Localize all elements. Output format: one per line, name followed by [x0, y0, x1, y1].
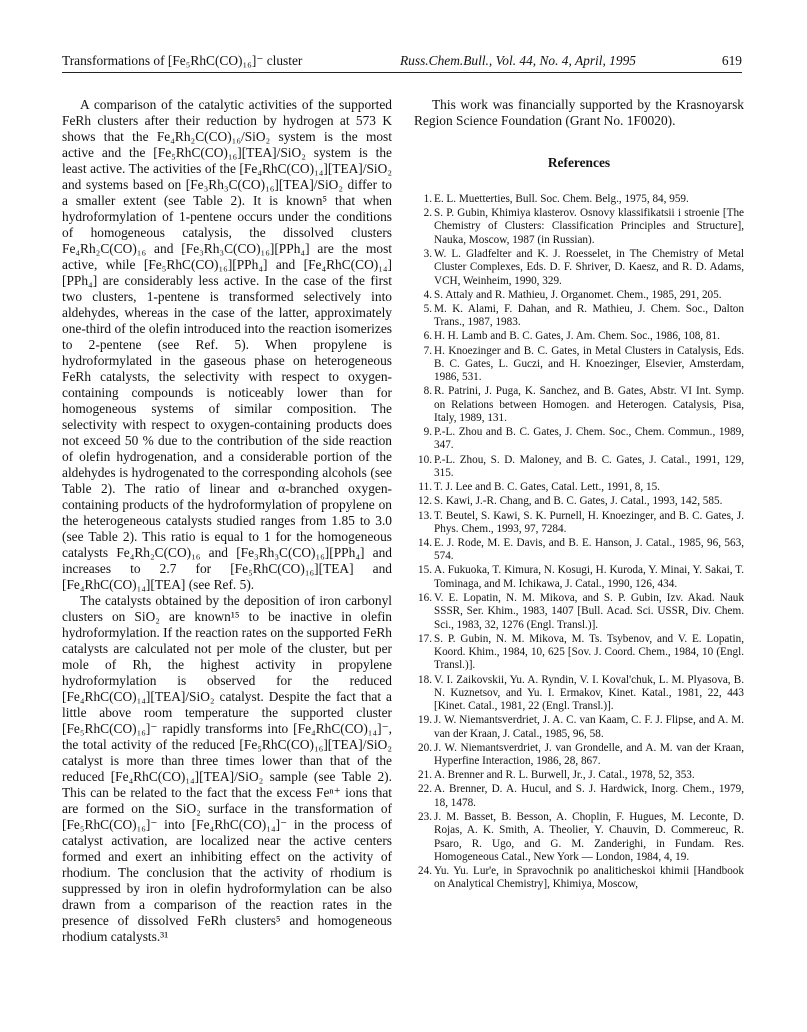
reference-number: 9.	[423, 426, 432, 439]
running-title: Transformations of [Fe₅RhC(CO)₁₆]⁻ cluster	[62, 53, 303, 68]
reference-text: T. Beutel, S. Kawi, S. K. Purnell, H. Knoezinger, and B. C. Gates, J. Phys. Chem., 1993, 97, 7284.	[434, 509, 744, 535]
acknowledgement: This work was financially supported by the Krasnoyarsk Region Science Foundation (Grant No. 1F0020).	[414, 97, 744, 128]
reference-text: A. Brenner, D. A. Hucul, and S. J. Hardwick, Inorg. Chem., 1979, 18, 1478.	[434, 783, 744, 809]
reference-number: 1.	[423, 193, 432, 205]
reference-item	[414, 193, 744, 206]
reference-number: 24.	[418, 865, 432, 878]
reference-number: 7.	[423, 344, 432, 357]
reference-number: 4.	[423, 288, 432, 301]
reference-text: V. I. Zaikovskii, Yu. A. Ryndin, V. I. Koval'chuk, L. M. Plyasova, B. N. Kuznetsov, and Yu. I. Ermakov, Kinet. Katal., 1981, 22, 443 [Kinet. Catal., 1981, 22 (Engl. Transl.)].	[434, 673, 744, 713]
reference-text: E. J. Rode, M. E. Davis, and B. E. Hanson, J. Catal., 1985, 96, 563, 574.	[434, 537, 744, 563]
reference-item	[414, 385, 744, 425]
reference-item	[414, 426, 744, 453]
reference-text: J. M. Basset, B. Besson, A. Choplin, F. Hugues, M. Leconte, D. Rojas, A. K. Smith, A. Theolier, Y. Chauvin, D. Commereuc, R. Psaro, R. Ugo, and G. M. Zanderighi, in Fundam. Res. Homogeneous Catal., New York — London, 1984, 4, 19.	[434, 810, 744, 863]
reference-item	[414, 537, 744, 564]
reference-text: V. E. Lopatin, N. M. Mikova, and S. P. Gubin, Izv. Akad. Nauk SSSR, Ser. Khim., 1983, 1407 [Bull. Acad. Sci. USSR, Div. Chem. Sci., 1983, 32, 1276 (Engl. Transl.)].	[434, 591, 744, 631]
reference-item	[414, 481, 744, 494]
reference-number: 18.	[418, 673, 432, 686]
reference-item	[414, 248, 744, 288]
reference-text: J. W. Niemantsverdriet, J. van Grondelle, and A. M. van der Kraan, Hyperfine Interaction, 1986, 28, 867.	[434, 741, 744, 768]
running-header	[62, 50, 742, 73]
reference-item	[414, 674, 744, 714]
reference-text: R. Patrini, J. Puga, K. Sanchez, and B. Gates, Abstr. VI Int. Symp. on Relations between Homogen. and Heterogen. Catalysis, Pisa, Italy, 1989, 131.	[434, 385, 744, 424]
page-number: 619	[721, 53, 742, 68]
reference-item	[414, 207, 744, 247]
reference-number: 21.	[418, 769, 432, 782]
reference-text: H. H. Lamb and B. C. Gates, J. Am. Chem. Soc., 1986, 108, 81.	[434, 330, 720, 343]
reference-number: 2.	[423, 207, 432, 220]
reference-text: A. Fukuoka, T. Kimura, N. Kosugi, H. Kuroda, Y. Minai, Y. Sakai, T. Tominaga, and M. Ichikawa, J. Catal., 1990, 126, 434.	[434, 564, 744, 590]
reference-text: P.-L. Zhou, S. D. Maloney, and B. C. Gates, J. Catal., 1991, 129, 315.	[434, 453, 744, 479]
reference-item	[414, 330, 744, 343]
references-heading: References	[547, 155, 611, 170]
reference-item	[414, 510, 744, 537]
left-column	[62, 97, 392, 945]
body-paragraph-2: The catalysts obtained by the deposition of iron carbonyl clusters on SiO₂ are known¹⁵ to be inactive in olefin hydroformylation. If the reaction rates on the supported FeRh catalysts are calculated not per mole of the cluster, but per mole of Rh, the highest activity in propylene hydroformylation is observed for the reduced [Fe₄RhC(CO)₁₄][TEA]/SiO₂ catalyst. Despite the fact that a little above room temperature the supported cluster [Fe₅RhC(CO)₁₆]⁻ rapidly transforms into [Fe₄RhC(CO)₁₄]⁻, the total activity of the reduced [Fe₅RhC(CO)₁₆][TEA]/SiO₂ catalyst is more than three times lower than that of the reduced [Fe₄RhC(CO)₁₄][TEA]/SiO₂ sample (see Table 2). This can be related to the fact that the excess Feⁿ⁺ ions that are formed on the SiO₂ surface in the transformation of [Fe₅RhC(CO)₁₆]⁻ into [Fe₄RhC(CO)₁₄]⁻ in the process of catalyst activation, are localized near the active centers formed and exert an inhibiting effect on the activity of rhodium. The conclusion that the activity of rhodium is suppressed by iron in olefin hydroformylation can be also drawn from a comparison of the reaction rates in the presence of dissolved FeRh clusters⁵ and homogeneous rhodium catalysts.³¹	[62, 593, 392, 944]
reference-text: P.-L. Zhou and B. C. Gates, J. Chem. Soc., Chem. Commun., 1989, 347.	[434, 426, 744, 452]
reference-item	[414, 592, 744, 632]
reference-item	[414, 783, 744, 810]
reference-item	[414, 865, 744, 892]
body-paragraph-1: A comparison of the catalytic activities of the supported FeRh clusters after their reduction by hydrogen at 573 K shows that the Fe₄Rh₂C(CO)₁₆/SiO₂ system is the most active and the [Fe₅RhC(CO)₁₆][TEA]/SiO₂ system is the least active. The activities of the [Fe₄RhC(CO)₁₄][TEA]/SiO₂ and systems based on [Fe₃Rh₃C(CO)₁₆][TEA]/SiO₂ differ to a smaller extent (see Table 2). It is known⁵ that when hydroformylation of 1-pentene occurs under the conditions of homogeneous catalysis, the dissolved clusters Fe₄Rh₂C(CO)₁₆ and [Fe₃Rh₃C(CO)₁₆][PPh₄] are the most active, while [Fe₅RhC(CO)₁₆][PPh₄] and [Fe₄RhC(CO)₁₄][PPh₄] are considerably less active. In the case of the first two clusters, 1-pentene is transformed selectively into aldehydes, whereas in the case of the latter, approximately one-third of the olefin introduced into the reaction isomerizes to 2-pentene (see Ref. 5). When propylene is hydroformylated in the gaseous phase on heterogeneous FeRh catalysts, the selectivity with respect to oxygen-containing compounds is noticeably lower than for homogeneous systems of similar composition. The selectivity with respect to oxygen-containing products does not exceed 50 % due to the contribution of the side reaction of olefin hydrogenation, and a considerable portion of the aldehydes is hydrogenated to the corresponding alcohols (see Table 2). The ratio of linear and α-branched oxygen-containing products of the hydroformylation of propylene on the heterogeneous catalysts studied ranges from 1.85 to 3.0 (see Table 2). This ratio is equal to 1 for the homogeneous catalysts Fe₄Rh₂C(CO)₁₆ and [Fe₃Rh₃C(CO)₁₆][PPh₄] and increases to 2.7 for [Fe₅RhC(CO)₁₆][TEA] and [Fe₄RhC(CO)₁₄][TEA] (see Ref. 5).	[62, 97, 392, 592]
reference-number: 6.	[423, 330, 432, 343]
reference-number: 14.	[418, 537, 432, 549]
reference-number: 16.	[418, 591, 432, 604]
reference-item	[414, 742, 744, 769]
reference-number: 19.	[418, 714, 432, 727]
reference-number: 22.	[418, 783, 432, 796]
reference-text: A. Brenner and R. L. Burwell, Jr., J. Catal., 1978, 52, 353.	[434, 769, 695, 782]
reference-number: 11.	[418, 481, 432, 494]
reference-text: H. Knoezinger and B. C. Gates, in Metal Clusters in Catalysis, Eds. B. C. Gates, L. Guczi, and H. Knoezinger, Elsevier, Amsterdam, 1986, 531.	[434, 344, 744, 384]
reference-item	[414, 714, 744, 741]
reference-item	[414, 811, 744, 864]
reference-number: 15.	[418, 564, 432, 577]
reference-text: Yu. Yu. Lur'e, in Spravochnik po analiticheskoi khimii [Handbook on Analytical Chemistry], Khimiya, Moscow,	[434, 865, 744, 891]
reference-text: S. P. Gubin, Khimiya klasterov. Osnovy klassifikatsii i stroenie [The Chemistry of Clusters: Classification Principles and Structure], Nauka, Moscow, 1987 (in Russian).	[434, 207, 744, 246]
reference-text: M. K. Alami, F. Dahan, and R. Mathieu, J. Chem. Soc., Dalton Trans., 1987, 1983.	[434, 302, 744, 329]
right-column	[414, 97, 744, 893]
reference-number: 3.	[423, 247, 432, 260]
reference-number: 10.	[418, 453, 432, 466]
reference-number: 8.	[423, 385, 432, 398]
reference-text: J. W. Niemantsverdriet, J. A. C. van Kaam, C. F. J. Flipse, and A. M. van der Kraan, J. Catal., 1985, 96, 58.	[434, 714, 744, 740]
reference-text: E. L. Muetterties, Bull. Soc. Chem. Belg., 1975, 84, 959.	[434, 193, 689, 205]
reference-item	[414, 303, 744, 330]
references-list	[414, 193, 744, 892]
reference-text: S. Attaly and R. Mathieu, J. Organomet. Chem., 1985, 291, 205.	[434, 288, 722, 301]
reference-number: 17.	[418, 632, 432, 645]
reference-text: S. Kawi, J.-R. Chang, and B. C. Gates, J. Catal., 1993, 142, 585.	[434, 495, 723, 508]
reference-number: 5.	[423, 302, 432, 315]
reference-item	[414, 289, 744, 302]
reference-item	[414, 564, 744, 591]
reference-item	[414, 769, 744, 782]
reference-item	[414, 454, 744, 481]
reference-number: 20.	[418, 741, 432, 754]
reference-number: 12.	[418, 495, 432, 508]
reference-item	[414, 345, 744, 385]
journal-citation: Russ.Chem.Bull., Vol. 44, No. 4, April, 1995	[400, 53, 636, 68]
reference-text: T. J. Lee and B. C. Gates, Catal. Lett., 1991, 8, 15.	[434, 481, 660, 494]
reference-item	[414, 633, 744, 673]
reference-text: S. P. Gubin, N. M. Mikova, M. Ts. Tsybenov, and V. E. Lopatin, Koord. Khim., 1984, 10, 625 [Sov. J. Coord. Chem., 1984, 10 (Engl. Transl.)].	[434, 632, 744, 672]
reference-number: 23.	[418, 810, 432, 823]
reference-number: 13.	[418, 509, 432, 522]
reference-text: W. L. Gladfelter and K. J. Roesselet, in The Chemistry of Metal Cluster Complexes, Eds. D. F. Shriver, D. Kaesz, and R. D. Adams, VCH, Weinheim, 1990, 329.	[434, 247, 744, 287]
reference-item	[414, 495, 744, 508]
